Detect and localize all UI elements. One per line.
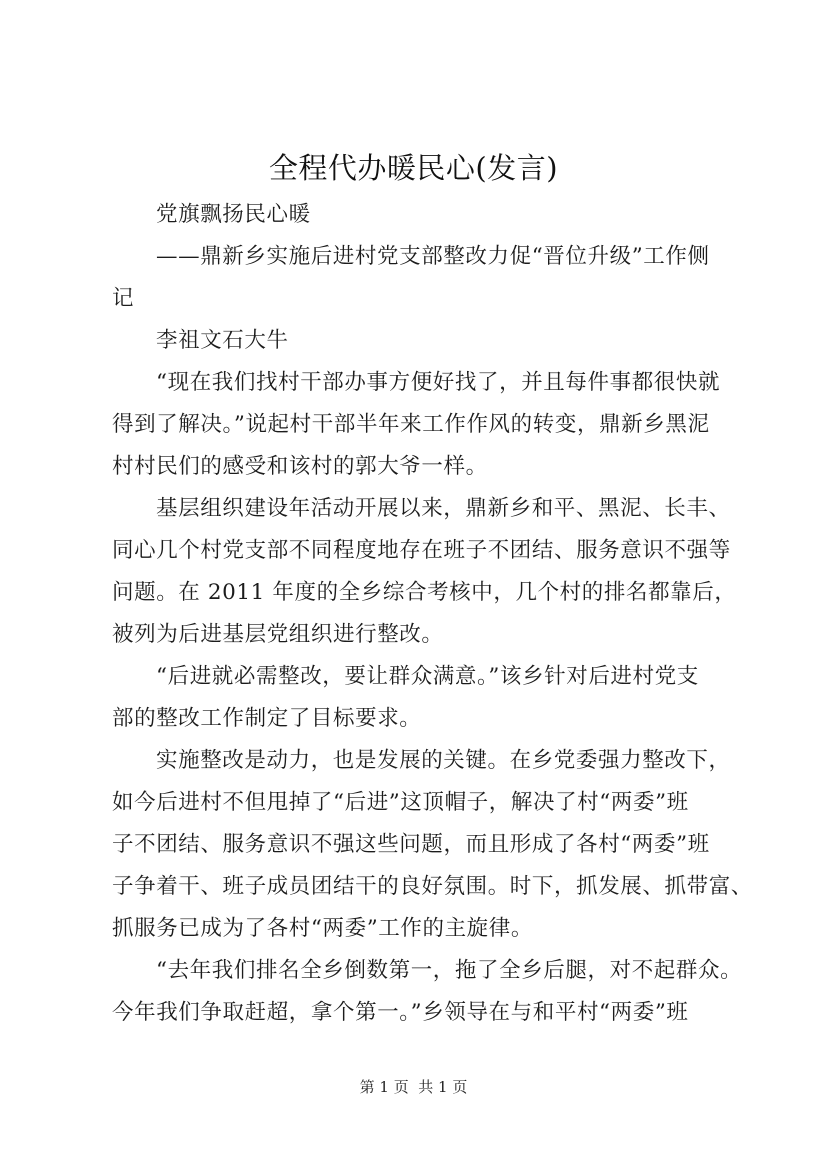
text-line: “后进就必需整改，要让群众满意。”该乡针对后进村党支 <box>156 664 699 689</box>
text-line: 被列为后进基层党组织进行整改。 <box>112 622 444 647</box>
text-line: 问题。在 2011 年度的全乡综合考核中，几个村的排名都靠后， <box>112 580 737 605</box>
text-line: 记 <box>112 286 135 311</box>
text-line: 如今后进村不但甩掉了“后进”这顶帽子，解决了村“两委”班 <box>112 790 689 815</box>
document-title: 全程代办暖民心(发言) <box>268 151 559 185</box>
document-body <box>112 194 753 1034</box>
text-line: 抓服务已成为了各村“两委”工作的主旋律。 <box>112 916 533 941</box>
text-line: 基层组织建设年活动开展以来，鼎新乡和平、黑泥、长丰、 <box>156 496 731 521</box>
text-line: 同心几个村党支部不同程度地存在班子不团结、服务意识不强等 <box>112 538 731 563</box>
text-line: 得到了解决。”说起村干部半年来工作作风的转变，鼎新乡黑泥 <box>112 412 710 437</box>
text-line: ——鼎新乡实施后进村党支部整改力促“晋位升级”工作侧 <box>156 244 710 269</box>
page-footer: 第 1 页 共 1 页 <box>359 1078 468 1096</box>
text-line: 子争着干、班子成员团结干的良好氛围。时下，抓发展、抓带富、 <box>112 874 753 899</box>
text-line: 实施整改是动力，也是发展的关键。在乡党委强力整改下， <box>156 748 731 773</box>
text-line: 党旗飘扬民心暖 <box>156 202 311 227</box>
text-line: 村村民们的感受和该村的郭大爷一样。 <box>112 454 488 479</box>
text-line: “去年我们排名全乡倒数第一，拖了全乡后腿，对不起群众。 <box>156 958 743 983</box>
text-line: 李祖文石大牛 <box>156 328 289 353</box>
text-line: 今年我们争取赶超，拿个第一。”乡领导在与和平村“两委”班 <box>112 1000 689 1025</box>
text-line: 部的整改工作制定了目标要求。 <box>112 706 422 731</box>
text-line: “现在我们找村干部办事方便好找了，并且每件事都很快就 <box>156 370 721 395</box>
text-line: 子不团结、服务意识不强这些问题，而且形成了各村“两委”班 <box>112 832 710 857</box>
